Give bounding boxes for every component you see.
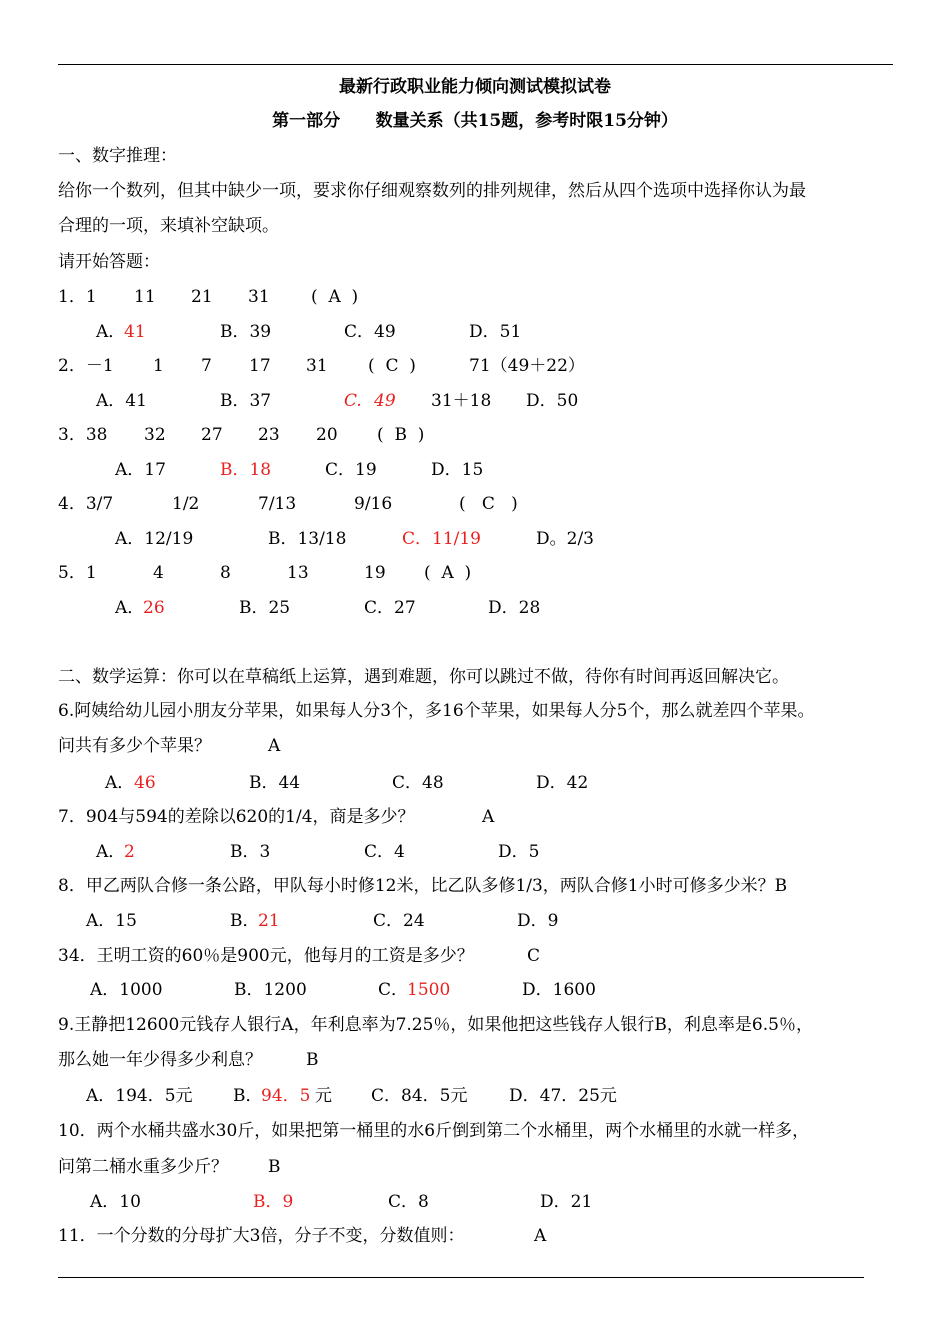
option-a: A． xyxy=(105,773,135,793)
option-a: A．1000 xyxy=(90,980,163,1000)
answer-mark: A xyxy=(482,807,495,827)
option-a: A． xyxy=(96,322,126,342)
section-heading: 一、数字推理： xyxy=(58,146,177,166)
sequence-item: 32 xyxy=(144,425,166,445)
option-b: B． xyxy=(230,911,260,931)
question-7-text: 7．904与594的差除以620的1/4，商是多少？ xyxy=(58,807,415,827)
option-d: D．9 xyxy=(517,911,559,931)
option-c: C．84．5元 xyxy=(371,1086,468,1106)
option-a: A．10 xyxy=(90,1192,141,1212)
answer-mark: ( B ) xyxy=(377,425,425,445)
intro-text: 合理的一项，来填补空缺项。 xyxy=(58,216,279,236)
sequence-item: 19 xyxy=(364,563,386,583)
question-8-text: 8．甲乙两队合修一条公路，甲队每小时修12米，比乙队多修1/3，两队合修1小时可修多少米？B xyxy=(58,876,788,896)
question-10-text: 问第二桶水重多少斤？ xyxy=(58,1157,228,1177)
sequence-item: 31 xyxy=(306,356,328,376)
question-9-text: 那么她一年少得多少利息？ xyxy=(58,1050,262,1070)
sequence-item: 27 xyxy=(201,425,223,445)
option-b: B．1200 xyxy=(234,980,307,1000)
top-rule xyxy=(58,64,893,65)
option-d: D．42 xyxy=(536,773,589,793)
option-a: A．194．5元 xyxy=(86,1086,193,1106)
option-b-value: 94．5 xyxy=(261,1086,311,1106)
option-c: C．8 xyxy=(388,1192,429,1212)
question-6-text: 问共有多少个苹果？ xyxy=(58,736,211,756)
option-c: C. xyxy=(344,391,362,411)
option-d: D．5 xyxy=(498,842,540,862)
option-a-value: 46 xyxy=(134,773,156,793)
option-b: B．25 xyxy=(239,598,291,618)
option-b: B．44 xyxy=(249,773,301,793)
option-d: D．21 xyxy=(540,1192,593,1212)
answer-mark: ( C ) xyxy=(368,356,416,376)
question-11-text: 11．一个分数的分母扩大3倍，分子不变，分数值则： xyxy=(58,1226,465,1246)
option-a-value: 26 xyxy=(143,598,165,618)
answer-note: 71（49＋22） xyxy=(469,356,585,376)
sequence-item: 4．3/7 xyxy=(58,494,114,514)
option-note: 31＋18 xyxy=(431,391,492,411)
option-d: D．51 xyxy=(469,322,522,342)
option-c-value: 49 xyxy=(374,391,396,411)
option-a: A． xyxy=(115,598,145,618)
bottom-rule xyxy=(58,1277,864,1278)
sequence-item: 9/16 xyxy=(354,494,393,514)
option-c: C．4 xyxy=(364,842,405,862)
part-header: 第一部分 数量关系（共15题，参考时限15分钟） xyxy=(272,111,678,131)
option-a-value: 2 xyxy=(124,842,135,862)
sequence-item: 21 xyxy=(191,287,213,307)
option-a-value: 41 xyxy=(124,322,146,342)
option-b: B．39 xyxy=(220,322,272,342)
sequence-item: 3．38 xyxy=(58,425,108,445)
sequence-item: 17 xyxy=(249,356,271,376)
option-a: A．41 xyxy=(96,391,147,411)
sequence-item: 1/2 xyxy=(172,494,200,514)
sequence-item: 1．1 xyxy=(58,287,97,307)
option-c: C．27 xyxy=(364,598,416,618)
option-b: B．13/18 xyxy=(268,529,347,549)
sequence-item: 11 xyxy=(134,287,156,307)
start-instruction: 请开始答题： xyxy=(58,252,160,272)
sequence-item: 7 xyxy=(201,356,212,376)
sequence-item: 8 xyxy=(220,563,231,583)
option-d: D．28 xyxy=(488,598,541,618)
option-b: B． xyxy=(233,1086,263,1106)
option-d: D．15 xyxy=(431,460,484,480)
answer-mark: C xyxy=(527,946,541,966)
option-c: C．11/19 xyxy=(402,529,481,549)
question-6-text: 6.阿姨给幼儿园小朋友分苹果，如果每人分3个，多16个苹果，如果每人分5个，那么就差四个苹果。 xyxy=(58,701,815,721)
option-a: A． xyxy=(96,842,126,862)
question-34-text: 34．王明工资的60％是900元，他每月的工资是多少？ xyxy=(58,946,474,966)
answer-mark: B xyxy=(306,1050,319,1070)
option-c: C．49 xyxy=(344,322,396,342)
option-c: C． xyxy=(378,980,409,1000)
sequence-item: 31 xyxy=(248,287,270,307)
option-b: B．18 xyxy=(220,460,272,480)
option-b: B．37 xyxy=(220,391,272,411)
sequence-item: 4 xyxy=(153,563,164,583)
intro-text: 给你一个数列，但其中缺少一项，要求你仔细观察数列的排列规律，然后从四个选项中选择你认为最 xyxy=(58,181,806,201)
option-d: D．47．25元 xyxy=(509,1086,617,1106)
option-c-value: 1500 xyxy=(407,980,451,1000)
option-c: C．19 xyxy=(325,460,377,480)
answer-mark: ( C ) xyxy=(459,494,518,514)
option-d: D。2/3 xyxy=(536,529,594,549)
option-d: D．1600 xyxy=(522,980,596,1000)
section-heading: 二、数学运算：你可以在草稿纸上运算，遇到难题，你可以跳过不做，待你有时间再返回解决它。 xyxy=(58,667,789,687)
option-a: A．17 xyxy=(115,460,166,480)
sequence-item: 13 xyxy=(287,563,309,583)
question-9-text: 9.王静把12600元钱存人银行A，年利息率为7.25％，如果他把这些钱存人银行B，利息率是6.5％， xyxy=(58,1015,813,1035)
answer-mark: B xyxy=(268,1157,281,1177)
option-a: A．12/19 xyxy=(115,529,194,549)
sequence-item: 7/13 xyxy=(258,494,297,514)
option-b: B．9 xyxy=(253,1192,294,1212)
sequence-item: 5．1 xyxy=(58,563,97,583)
page-title: 最新行政职业能力倾向测试模拟试卷 xyxy=(339,77,611,97)
option-d: D．50 xyxy=(526,391,579,411)
option-a: A．15 xyxy=(86,911,137,931)
sequence-item: 23 xyxy=(258,425,280,445)
sequence-item: 20 xyxy=(316,425,338,445)
option-c: C．24 xyxy=(373,911,425,931)
sequence-item: 1 xyxy=(153,356,164,376)
option-c: C．48 xyxy=(392,773,444,793)
option-b-value: 21 xyxy=(258,911,280,931)
answer-mark: ( A ) xyxy=(424,563,472,583)
sequence-item: 2．－1 xyxy=(58,356,114,376)
option-b: B．3 xyxy=(230,842,271,862)
answer-mark: A xyxy=(534,1226,547,1246)
answer-mark: ( A ) xyxy=(311,287,359,307)
question-10-text: 10．两个水桶共盛水30斤，如果把第一桶里的水6斤倒到第二个水桶里，两个水桶里的水就一样多， xyxy=(58,1121,810,1141)
answer-mark: A xyxy=(268,736,281,756)
option-b-unit: 元 xyxy=(315,1086,332,1106)
